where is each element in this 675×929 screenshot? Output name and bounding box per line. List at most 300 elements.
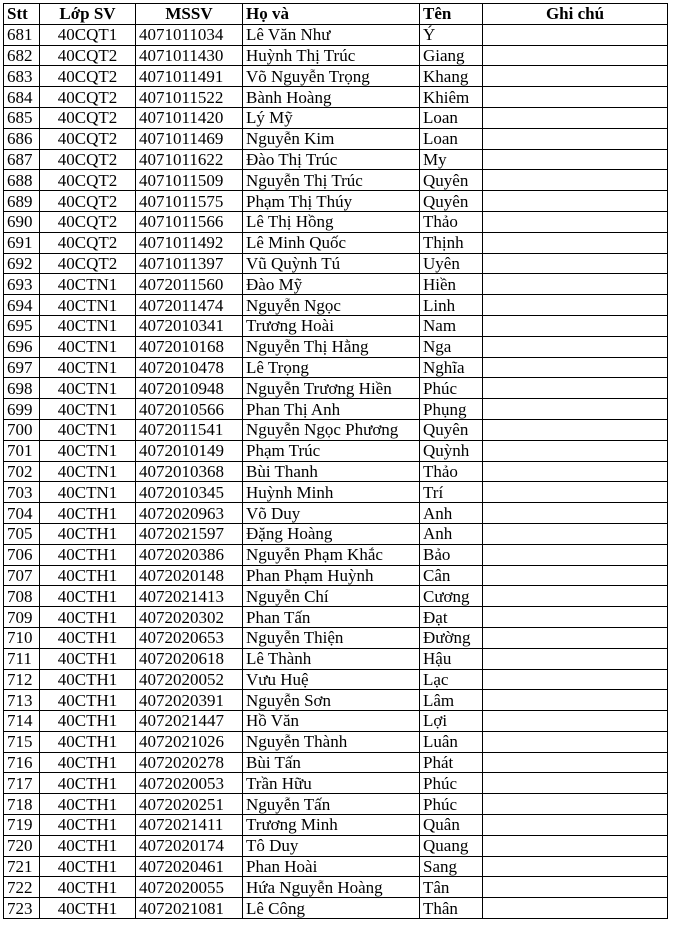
student-id-cell: 4072010478 <box>136 357 243 378</box>
table-row <box>4 898 668 919</box>
row-number-cell: 688 <box>4 170 40 191</box>
surname-cell: Nguyễn Phạm Khắc <box>243 544 420 565</box>
student-id-cell: 4071011397 <box>136 253 243 274</box>
notes-cell <box>483 565 668 586</box>
notes-cell <box>483 690 668 711</box>
class-cell: 40CQT2 <box>40 253 136 274</box>
row-number-cell: 721 <box>4 856 40 877</box>
student-id-cell: 4072020251 <box>136 794 243 815</box>
row-number-cell: 706 <box>4 544 40 565</box>
table-row <box>4 752 668 773</box>
surname-cell: Phạm Trúc <box>243 440 420 461</box>
table-row <box>4 690 668 711</box>
given-name-cell: Quyên <box>420 419 483 440</box>
table-row <box>4 419 668 440</box>
row-number-cell: 712 <box>4 669 40 690</box>
row-number-cell: 687 <box>4 149 40 170</box>
notes-cell <box>483 378 668 399</box>
table-body <box>4 24 668 918</box>
student-id-cell: 4072021081 <box>136 898 243 919</box>
row-number-cell: 718 <box>4 794 40 815</box>
table-row <box>4 274 668 295</box>
row-number-cell: 708 <box>4 586 40 607</box>
class-cell: 40CTH1 <box>40 794 136 815</box>
student-id-cell: 4072020391 <box>136 690 243 711</box>
surname-cell: Nguyễn Thị Trúc <box>243 170 420 191</box>
surname-cell: Nguyễn Ngọc Phương <box>243 419 420 440</box>
row-number-cell: 694 <box>4 295 40 316</box>
surname-cell: Huỳnh Minh <box>243 482 420 503</box>
surname-cell: Vưu Huệ <box>243 669 420 690</box>
given-name-cell: Giang <box>420 45 483 66</box>
surname-cell: Bành Hoàng <box>243 87 420 108</box>
class-cell: 40CTH1 <box>40 711 136 732</box>
class-cell: 40CTN1 <box>40 378 136 399</box>
surname-cell: Bùi Thanh <box>243 461 420 482</box>
student-id-cell: 4072010341 <box>136 315 243 336</box>
row-number-cell: 719 <box>4 815 40 836</box>
table-row <box>4 503 668 524</box>
table-row <box>4 544 668 565</box>
table-row <box>4 565 668 586</box>
given-name-cell: Lạc <box>420 669 483 690</box>
row-number-cell: 707 <box>4 565 40 586</box>
column-header-notes: Ghi chú <box>483 4 668 25</box>
notes-cell <box>483 898 668 919</box>
row-number-cell: 711 <box>4 648 40 669</box>
class-cell: 40CTH1 <box>40 815 136 836</box>
given-name-cell: Trí <box>420 482 483 503</box>
surname-cell: Lê Thị Hồng <box>243 211 420 232</box>
class-cell: 40CQT2 <box>40 232 136 253</box>
notes-cell <box>483 191 668 212</box>
table-row <box>4 440 668 461</box>
student-id-cell: 4072020055 <box>136 877 243 898</box>
notes-cell <box>483 544 668 565</box>
surname-cell: Đặng Hoàng <box>243 523 420 544</box>
surname-cell: Đào Mỹ <box>243 274 420 295</box>
given-name-cell: Phát <box>420 752 483 773</box>
class-cell: 40CTN1 <box>40 315 136 336</box>
row-number-cell: 695 <box>4 315 40 336</box>
notes-cell <box>483 731 668 752</box>
table-row <box>4 378 668 399</box>
class-cell: 40CTH1 <box>40 586 136 607</box>
given-name-cell: Thảo <box>420 461 483 482</box>
notes-cell <box>483 170 668 191</box>
notes-cell <box>483 835 668 856</box>
given-name-cell: Nga <box>420 336 483 357</box>
table-row <box>4 107 668 128</box>
class-cell: 40CTH1 <box>40 835 136 856</box>
given-name-cell: Quyên <box>420 191 483 212</box>
given-name-cell: Nam <box>420 315 483 336</box>
column-header-class: Lớp SV <box>40 4 136 25</box>
notes-cell <box>483 627 668 648</box>
student-id-cell: 4072011474 <box>136 295 243 316</box>
student-id-cell: 4072020618 <box>136 648 243 669</box>
row-number-cell: 698 <box>4 378 40 399</box>
given-name-cell: Lợi <box>420 711 483 732</box>
student-id-cell: 4072020148 <box>136 565 243 586</box>
class-cell: 40CQT2 <box>40 128 136 149</box>
notes-cell <box>483 648 668 669</box>
class-cell: 40CTH1 <box>40 627 136 648</box>
surname-cell: Lý Mỹ <box>243 107 420 128</box>
surname-cell: Hồ Văn <box>243 711 420 732</box>
table-row <box>4 295 668 316</box>
surname-cell: Phạm Thị Thúy <box>243 191 420 212</box>
given-name-cell: Hiền <box>420 274 483 295</box>
surname-cell: Lê Công <box>243 898 420 919</box>
class-cell: 40CQT2 <box>40 211 136 232</box>
student-id-cell: 4072011560 <box>136 274 243 295</box>
class-cell: 40CTN1 <box>40 419 136 440</box>
notes-cell <box>483 877 668 898</box>
given-name-cell: Tân <box>420 877 483 898</box>
given-name-cell: Thân <box>420 898 483 919</box>
surname-cell: Vũ Quỳnh Tú <box>243 253 420 274</box>
row-number-cell: 716 <box>4 752 40 773</box>
notes-cell <box>483 295 668 316</box>
notes-cell <box>483 87 668 108</box>
table-row <box>4 45 668 66</box>
given-name-cell: Phúc <box>420 773 483 794</box>
class-cell: 40CQT2 <box>40 191 136 212</box>
notes-cell <box>483 128 668 149</box>
row-number-cell: 713 <box>4 690 40 711</box>
table-row <box>4 461 668 482</box>
notes-cell <box>483 503 668 524</box>
surname-cell: Lê Thành <box>243 648 420 669</box>
given-name-cell: Quyên <box>420 170 483 191</box>
given-name-cell: Linh <box>420 295 483 316</box>
student-id-cell: 4072010948 <box>136 378 243 399</box>
given-name-cell: Quang <box>420 835 483 856</box>
notes-cell <box>483 669 668 690</box>
given-name-cell: Hậu <box>420 648 483 669</box>
student-id-cell: 4072021597 <box>136 523 243 544</box>
surname-cell: Nguyễn Chí <box>243 586 420 607</box>
table-row <box>4 232 668 253</box>
row-number-cell: 722 <box>4 877 40 898</box>
given-name-cell: Loan <box>420 107 483 128</box>
surname-cell: Trương Hoài <box>243 315 420 336</box>
table-row <box>4 399 668 420</box>
given-name-cell: Cân <box>420 565 483 586</box>
row-number-cell: 710 <box>4 627 40 648</box>
surname-cell: Nguyễn Trương Hiền <box>243 378 420 399</box>
class-cell: 40CTN1 <box>40 440 136 461</box>
class-cell: 40CTH1 <box>40 503 136 524</box>
class-cell: 40CQT2 <box>40 107 136 128</box>
notes-cell <box>483 752 668 773</box>
class-cell: 40CTN1 <box>40 274 136 295</box>
notes-cell <box>483 773 668 794</box>
row-number-cell: 720 <box>4 835 40 856</box>
notes-cell <box>483 107 668 128</box>
student-id-cell: 4071011491 <box>136 66 243 87</box>
table-row <box>4 627 668 648</box>
surname-cell: Lê Văn Như <box>243 24 420 45</box>
table-row <box>4 24 668 45</box>
row-number-cell: 714 <box>4 711 40 732</box>
table-row <box>4 523 668 544</box>
class-cell: 40CTH1 <box>40 690 136 711</box>
student-id-cell: 4072021026 <box>136 731 243 752</box>
student-id-cell: 4071011420 <box>136 107 243 128</box>
student-id-cell: 4071011509 <box>136 170 243 191</box>
student-id-cell: 4072020302 <box>136 607 243 628</box>
table-row <box>4 170 668 191</box>
given-name-cell: Phúc <box>420 378 483 399</box>
given-name-cell: Phụng <box>420 399 483 420</box>
student-id-cell: 4072021413 <box>136 586 243 607</box>
surname-cell: Phan Phạm Huỳnh <box>243 565 420 586</box>
given-name-cell: Thịnh <box>420 232 483 253</box>
class-cell: 40CTN1 <box>40 336 136 357</box>
surname-cell: Phan Hoài <box>243 856 420 877</box>
class-cell: 40CQT2 <box>40 45 136 66</box>
notes-cell <box>483 253 668 274</box>
student-id-cell: 4072020653 <box>136 627 243 648</box>
surname-cell: Nguyễn Thiện <box>243 627 420 648</box>
surname-cell: Trần Hữu <box>243 773 420 794</box>
given-name-cell: Bảo <box>420 544 483 565</box>
notes-cell <box>483 440 668 461</box>
class-cell: 40CTH1 <box>40 898 136 919</box>
table-row <box>4 128 668 149</box>
notes-cell <box>483 482 668 503</box>
table-row <box>4 669 668 690</box>
notes-cell <box>483 315 668 336</box>
class-cell: 40CTH1 <box>40 523 136 544</box>
student-id-cell: 4071011522 <box>136 87 243 108</box>
student-id-cell: 4072020174 <box>136 835 243 856</box>
class-cell: 40CTN1 <box>40 461 136 482</box>
notes-cell <box>483 523 668 544</box>
row-number-cell: 685 <box>4 107 40 128</box>
table-row <box>4 586 668 607</box>
student-id-cell: 4072020461 <box>136 856 243 877</box>
row-number-cell: 705 <box>4 523 40 544</box>
given-name-cell: Lâm <box>420 690 483 711</box>
student-id-cell: 4072010566 <box>136 399 243 420</box>
notes-cell <box>483 336 668 357</box>
row-number-cell: 689 <box>4 191 40 212</box>
student-id-cell: 4072010345 <box>136 482 243 503</box>
table-row <box>4 648 668 669</box>
student-id-cell: 4072011541 <box>136 419 243 440</box>
notes-cell <box>483 815 668 836</box>
table-row <box>4 877 668 898</box>
surname-cell: Bùi Tấn <box>243 752 420 773</box>
student-id-cell: 4072021411 <box>136 815 243 836</box>
notes-cell <box>483 66 668 87</box>
table-row <box>4 253 668 274</box>
row-number-cell: 703 <box>4 482 40 503</box>
given-name-cell: Nghĩa <box>420 357 483 378</box>
student-id-cell: 4072020052 <box>136 669 243 690</box>
class-cell: 40CTH1 <box>40 669 136 690</box>
surname-cell: Trương Minh <box>243 815 420 836</box>
given-name-cell: Thảo <box>420 211 483 232</box>
notes-cell <box>483 711 668 732</box>
row-number-cell: 690 <box>4 211 40 232</box>
row-number-cell: 704 <box>4 503 40 524</box>
class-cell: 40CQT1 <box>40 24 136 45</box>
surname-cell: Nguyễn Kim <box>243 128 420 149</box>
row-number-cell: 681 <box>4 24 40 45</box>
given-name-cell: Anh <box>420 523 483 544</box>
table-row <box>4 773 668 794</box>
student-id-cell: 4072020278 <box>136 752 243 773</box>
table-row <box>4 731 668 752</box>
class-cell: 40CQT2 <box>40 87 136 108</box>
surname-cell: Lê Trọng <box>243 357 420 378</box>
given-name-cell: Đạt <box>420 607 483 628</box>
surname-cell: Hứa Nguyễn Hoàng <box>243 877 420 898</box>
given-name-cell: Anh <box>420 503 483 524</box>
notes-cell <box>483 856 668 877</box>
column-header-stt: Stt <box>4 4 40 25</box>
student-id-cell: 4071011034 <box>136 24 243 45</box>
class-cell: 40CTN1 <box>40 482 136 503</box>
given-name-cell: Ý <box>420 24 483 45</box>
row-number-cell: 696 <box>4 336 40 357</box>
class-cell: 40CQT2 <box>40 170 136 191</box>
table-row <box>4 357 668 378</box>
notes-cell <box>483 274 668 295</box>
class-cell: 40CTH1 <box>40 648 136 669</box>
student-list-table <box>3 3 668 919</box>
given-name-cell: Phúc <box>420 794 483 815</box>
notes-cell <box>483 24 668 45</box>
notes-cell <box>483 149 668 170</box>
student-id-cell: 4072020963 <box>136 503 243 524</box>
surname-cell: Võ Nguyễn Trọng <box>243 66 420 87</box>
class-cell: 40CTH1 <box>40 773 136 794</box>
notes-cell <box>483 419 668 440</box>
surname-cell: Nguyễn Thị Hằng <box>243 336 420 357</box>
given-name-cell: Sang <box>420 856 483 877</box>
class-cell: 40CTH1 <box>40 607 136 628</box>
class-cell: 40CTH1 <box>40 752 136 773</box>
row-number-cell: 682 <box>4 45 40 66</box>
class-cell: 40CTH1 <box>40 544 136 565</box>
given-name-cell: Khang <box>420 66 483 87</box>
class-cell: 40CTN1 <box>40 295 136 316</box>
class-cell: 40CQT2 <box>40 66 136 87</box>
table-row <box>4 856 668 877</box>
header-row <box>4 4 668 25</box>
surname-cell: Phan Tấn <box>243 607 420 628</box>
table-row <box>4 149 668 170</box>
student-id-cell: 4072020053 <box>136 773 243 794</box>
table-row <box>4 315 668 336</box>
table-row <box>4 66 668 87</box>
notes-cell <box>483 399 668 420</box>
given-name-cell: Quỳnh <box>420 440 483 461</box>
given-name-cell: Luân <box>420 731 483 752</box>
row-number-cell: 709 <box>4 607 40 628</box>
class-cell: 40CTH1 <box>40 565 136 586</box>
student-id-cell: 4071011566 <box>136 211 243 232</box>
given-name-cell: Uyên <box>420 253 483 274</box>
row-number-cell: 701 <box>4 440 40 461</box>
surname-cell: Huỳnh Thị Trúc <box>243 45 420 66</box>
table-row <box>4 211 668 232</box>
student-id-cell: 4071011575 <box>136 191 243 212</box>
row-number-cell: 684 <box>4 87 40 108</box>
surname-cell: Phan Thị Anh <box>243 399 420 420</box>
row-number-cell: 715 <box>4 731 40 752</box>
notes-cell <box>483 461 668 482</box>
row-number-cell: 683 <box>4 66 40 87</box>
table-row <box>4 794 668 815</box>
notes-cell <box>483 794 668 815</box>
row-number-cell: 693 <box>4 274 40 295</box>
notes-cell <box>483 232 668 253</box>
student-id-cell: 4072010168 <box>136 336 243 357</box>
surname-cell: Đào Thị Trúc <box>243 149 420 170</box>
surname-cell: Tô Duy <box>243 835 420 856</box>
table-row <box>4 711 668 732</box>
row-number-cell: 691 <box>4 232 40 253</box>
row-number-cell: 699 <box>4 399 40 420</box>
table-row <box>4 835 668 856</box>
table-row <box>4 191 668 212</box>
student-id-cell: 4072010149 <box>136 440 243 461</box>
table-row <box>4 87 668 108</box>
column-header-given-name: Tên <box>420 4 483 25</box>
class-cell: 40CQT2 <box>40 149 136 170</box>
student-id-cell: 4072020386 <box>136 544 243 565</box>
notes-cell <box>483 211 668 232</box>
notes-cell <box>483 357 668 378</box>
surname-cell: Võ Duy <box>243 503 420 524</box>
student-id-cell: 4071011622 <box>136 149 243 170</box>
row-number-cell: 700 <box>4 419 40 440</box>
notes-cell <box>483 45 668 66</box>
student-id-cell: 4072010368 <box>136 461 243 482</box>
student-id-cell: 4071011430 <box>136 45 243 66</box>
table-row <box>4 336 668 357</box>
class-cell: 40CTH1 <box>40 877 136 898</box>
student-id-cell: 4072021447 <box>136 711 243 732</box>
notes-cell <box>483 607 668 628</box>
row-number-cell: 697 <box>4 357 40 378</box>
given-name-cell: Cương <box>420 586 483 607</box>
table-header <box>4 4 668 25</box>
row-number-cell: 692 <box>4 253 40 274</box>
surname-cell: Nguyễn Ngọc <box>243 295 420 316</box>
row-number-cell: 723 <box>4 898 40 919</box>
surname-cell: Lê Minh Quốc <box>243 232 420 253</box>
student-id-cell: 4071011469 <box>136 128 243 149</box>
given-name-cell: Loan <box>420 128 483 149</box>
given-name-cell: Quân <box>420 815 483 836</box>
class-cell: 40CTN1 <box>40 399 136 420</box>
student-id-cell: 4071011492 <box>136 232 243 253</box>
column-header-student-id: MSSV <box>136 4 243 25</box>
class-cell: 40CTH1 <box>40 731 136 752</box>
notes-cell <box>483 586 668 607</box>
column-header-surname: Họ và <box>243 4 420 25</box>
table-row <box>4 607 668 628</box>
table-row <box>4 482 668 503</box>
class-cell: 40CTH1 <box>40 856 136 877</box>
